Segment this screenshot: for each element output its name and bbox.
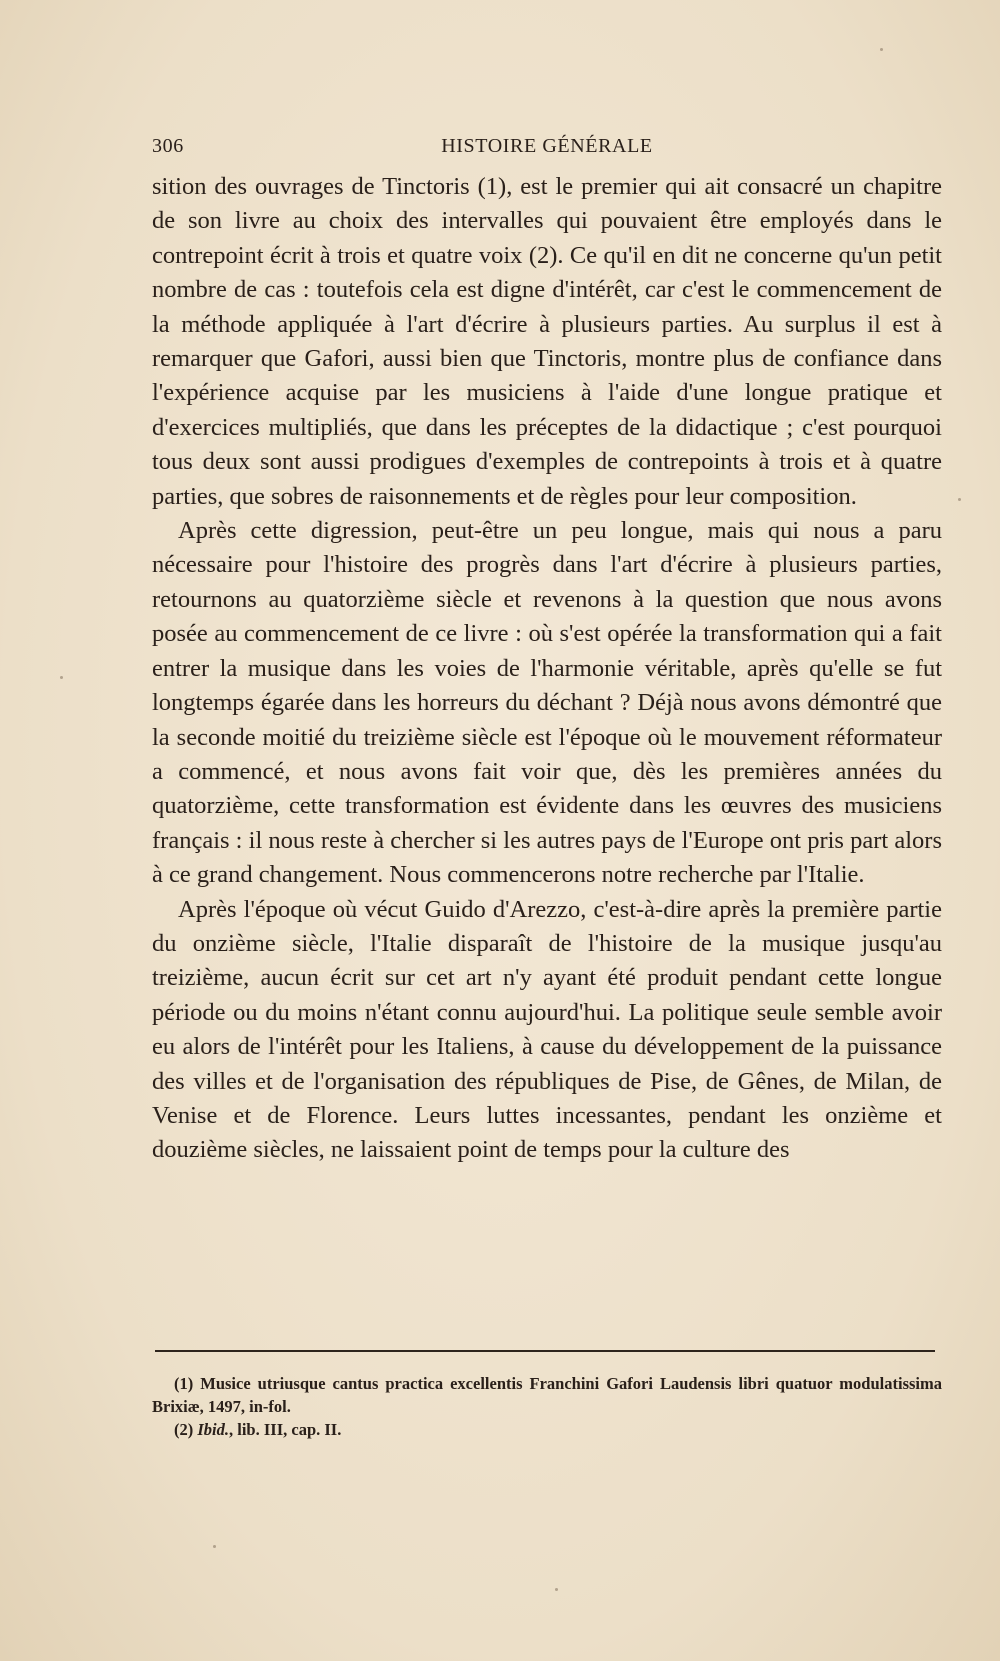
footnote-2 <box>152 1418 942 1441</box>
paragraph-1: sition des ouvrages de Tinctoris (1), est le premier qui ait consacré un chapitre de son livre au choix des intervalles qui pouvaient être employés dans le contrepoint écrit à trois et quatre voix (2). Ce qu'il en dit ne concerne qu'un petit nombre de cas : toutefois cela est digne d'intérêt, car c'est le commencement de la méthode appliquée à l'art d'écrire à plusieurs parties. Au surplus il est à remarquer que Gafori, aussi bien que Tinctoris, montre plus de confiance dans l'expérience acquise par les musiciens à l'aide d'une longue pratique et d'exercices multipliés, que dans les préceptes de la didactique ; c'est pourquoi tous deux sont aussi prodigues d'exemples de contrepoints à trois et à quatre parties, que sobres de raisonnements et de règles pour leur composition. <box>152 173 942 510</box>
paper-speck <box>958 498 961 501</box>
page-header <box>152 135 942 165</box>
footnote-2-rest: , lib. III, cap. II. <box>229 1420 342 1439</box>
footnote-2-marker: (2) <box>174 1420 194 1439</box>
paper-speck <box>555 1588 558 1591</box>
footnote-1: (1) Musice utriusque cantus practica excellentis Franchini Gafori Laudensis libri quatuor modulatissima Brixiæ, 1497, in-fol. <box>152 1374 942 1416</box>
paragraph-2: Après cette digression, peut-être un peu longue, mais qui nous a paru nécessaire pour l'histoire des progrès dans l'art d'écrire à plusieurs parties, retournons au quatorzième siècle et revenons à la question que nous avons posée au commencement de ce livre : où s'est opérée la transformation qui a fait entrer la musique dans les voies de l'harmonie véritable, après qu'elle se fut longtemps égarée dans les horreurs du déchant ? Déjà nous avons démontré que la seconde moitié du treizième siècle est l'époque où le mouvement réformateur a commencé, et nous avons fait voir que, dès les premières années du quatorzième, cette transformation est évidente dans les œuvres des musiciens français : il nous reste à chercher si les autres pays de l'Europe ont pris part alors à ce grand changement. Nous commencerons notre recherche par l'Italie. <box>152 517 942 889</box>
body-text <box>152 170 942 1168</box>
paper-speck <box>213 1545 216 1548</box>
paragraph-3: Après l'époque où vécut Guido d'Arezzo, c'est-à-dire après la première partie du onzième siècle, l'Italie disparaît de l'histoire de la musique jusqu'au treizième, aucun écrit sur cet art n'y ayant été produit pendant cette longue période ou du moins n'étant connu aujourd'hui. La politique seule semble avoir eu alors de l'intérêt pour les Italiens, à cause du développement de la puissance des villes et de l'organisation des républiques de Pise, de Gênes, de Milan, de Venise et de Florence. Leurs luttes incessantes, pendant les onzième et douzième siècles, ne laissaient point de temps pour la culture des <box>152 895 942 1164</box>
footnotes <box>152 1372 942 1441</box>
paper-speck <box>880 48 883 51</box>
paper-speck <box>60 676 63 679</box>
running-title: HISTOIRE GÉNÉRALE <box>441 135 653 157</box>
page-number: 306 <box>152 135 184 157</box>
footnote-2-ibid: Ibid. <box>197 1420 230 1439</box>
footnote-rule <box>155 1350 935 1352</box>
